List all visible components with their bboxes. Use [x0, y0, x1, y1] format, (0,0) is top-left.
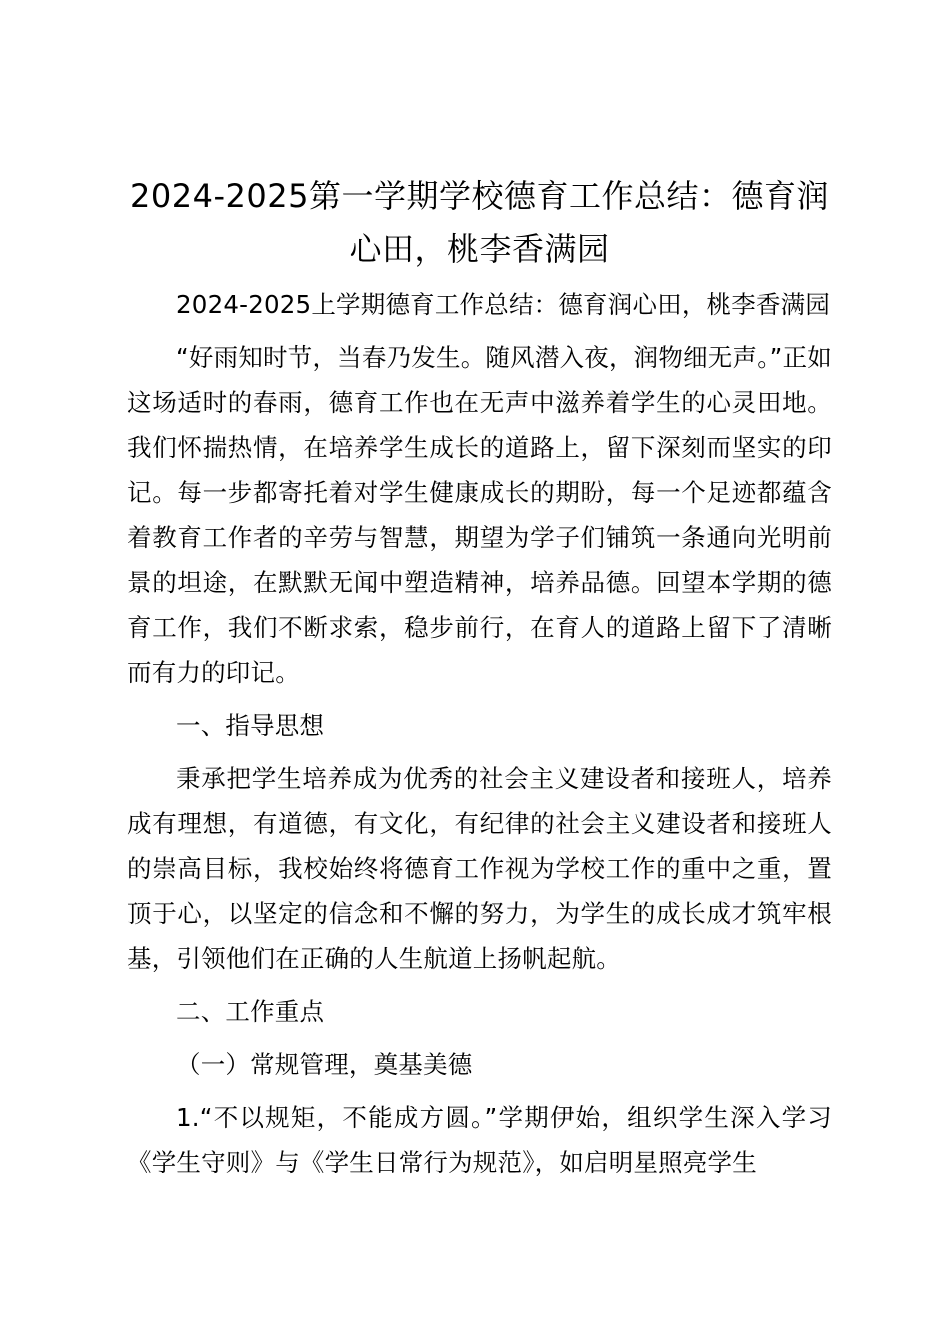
intro-paragraph: “好雨知时节，当春乃发生。随风潜入夜，润物细无声。”正如这场适时的春雨，德育工作也在无声中滋养着学生的心灵田地。我们怀揣热情，在培养学生成长的道路上，留下深刻而坚实的印记。每一步都寄托着对学生健康成长的期盼，每一个足迹都蕴含着教育工作者的辛劳与智慧，期望为学子们铺筑一条通向光明前景的坦途，在默默无闻中塑造精神，培养品德。回望本学期的德育工作，我们不断求索，稳步前行，在育人的道路上留下了清晰而有力的印记。 [127, 343, 832, 687]
subsection-heading-routine-management: （一）常规管理，奠基美德 [176, 1050, 473, 1079]
section-heading-work-focus: 二、工作重点 [176, 997, 325, 1026]
document-body [127, 170, 832, 1185]
section-heading-guiding-thought: 一、指导思想 [176, 711, 325, 740]
document-title: 2024-2025第一学期学校德育工作总结：德育润心田，桃李香满园 [130, 177, 829, 268]
guiding-thought-paragraph: 秉承把学生培养成为优秀的社会主义建设者和接班人，培养成有理想，有道德，有文化，有纪律的社会主义建设者和接班人的崇高目标，我校始终将德育工作视为学校工作的重中之重，置顶于心，以坚定的信念和不懈的努力，为学生的成长成才筑牢根基，引领他们在正确的人生航道上扬帆起航。 [127, 764, 832, 973]
subtitle-paragraph: 2024-2025上学期德育工作总结：德育润心田，桃李香满园 [176, 290, 831, 319]
routine-management-paragraph: 1.“不以规矩，不能成方圆。”学期伊始，组织学生深入学习《学生守则》与《学生日常行为规范》，如启明星照亮学生 [127, 1103, 832, 1177]
